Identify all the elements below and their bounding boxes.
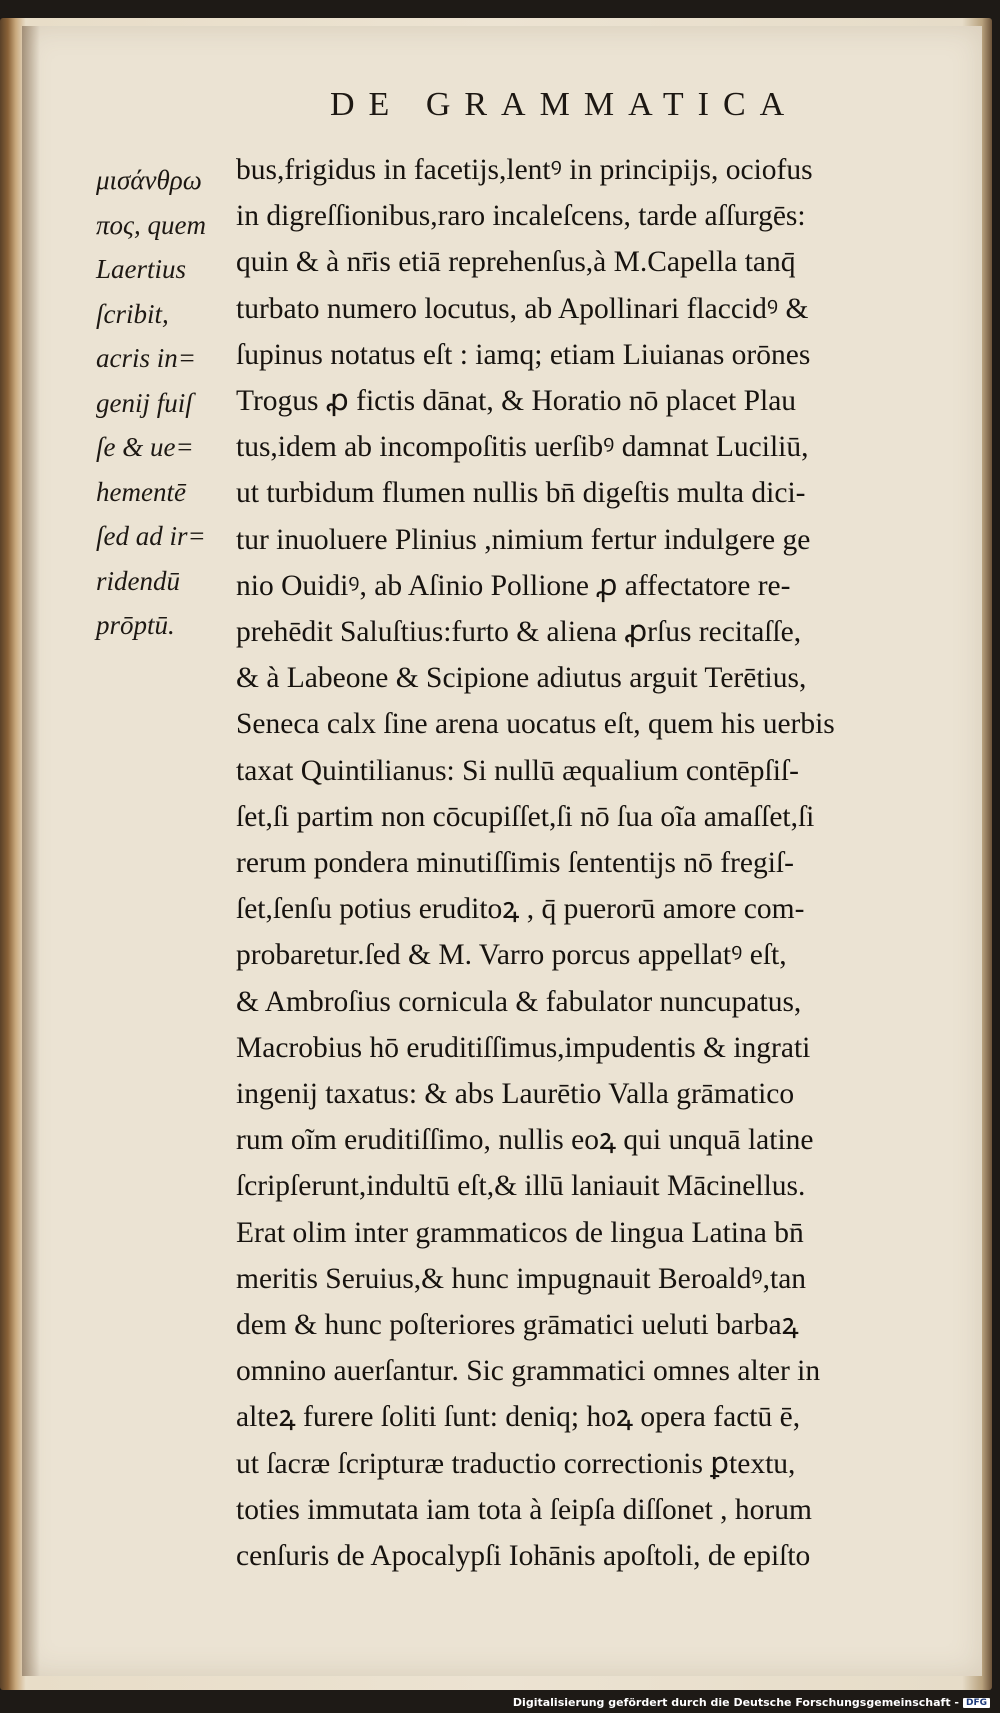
text-line: quin & à nr̄is etiā reprehenſus,à M.Capella tanq̄ <box>236 246 796 279</box>
text-line: toties immutata iam tota à ſeipſa diſſonet , horum <box>236 1493 812 1526</box>
text-line: cenſuris de Apocalypſi Iohānis apoſtoli, de epiſto <box>236 1540 811 1573</box>
text-line: ut turbidum flumen nullis bn̄ digeſtis multa dici- <box>236 477 806 510</box>
margin-note <box>96 158 236 648</box>
body-text <box>236 147 988 1579</box>
text-line: Macrobius hō eruditiſſimus,impudentis & ingrati <box>236 1031 811 1064</box>
margin-note-line: πος, quem <box>96 209 206 240</box>
margin-note-line: ſed ad ir= <box>96 521 206 551</box>
text-line: ſcripſerunt,indultū eſt,& illū laniauit Mācinellus. <box>236 1170 806 1203</box>
text-line: in digreſſionibus,raro incaleſcens, tarde aſſurgēs: <box>236 200 806 233</box>
margin-note-line: acris in= <box>96 343 196 373</box>
text-line: Seneca calx ſine arena uocatus eſt, quem his uerbis <box>236 708 835 741</box>
text-line: rerum pondera minutiſſimis ſententijs nō fregiſ- <box>236 847 794 880</box>
footer-text: Digitalisierung gefördert durch die Deutsche Forschungsgemeinschaft - <box>512 1696 959 1709</box>
margin-note-line: hementē <box>96 476 186 507</box>
text-line: rum oĩm eruditiſſimo, nullis eoꝝ qui unquā latine <box>236 1124 814 1157</box>
text-line: omnino auerſantur. Sic grammatici omnes alter in <box>236 1355 821 1388</box>
text-line: taxat Quintilianus: Si nullū æqualium contēpſiſ- <box>236 754 799 787</box>
text-line: prehēdit Saluſtius:furto & aliena ꝓrſus recitaſſe, <box>236 616 802 649</box>
text-line: ingenij taxatus: & abs Laurētio Valla grāmatico <box>236 1078 795 1111</box>
text-line: dem & hunc poſteriores grāmatici ueluti barbaꝝ <box>236 1309 799 1342</box>
margin-note-line: prōptū. <box>96 610 175 640</box>
margin-note-line: Laertius <box>96 254 187 284</box>
text-line: Erat olim inter grammaticos de lingua Latina bn̄ <box>236 1216 804 1249</box>
text-line: turbato numero locutus, ab Apollinari flaccidꝰ & <box>236 292 809 325</box>
text-line: & à Labeone & Scipione adiutus arguit Terētius, <box>236 662 807 695</box>
margin-note-line: genij fuiſ <box>96 387 193 418</box>
margin-note-line: ſe & ue= <box>96 432 194 462</box>
text-line: tus,idem ab incompoſitis uerſibꝰ damnat Luciliū, <box>236 431 809 464</box>
text-line: tur inuoluere Plinius ,nimium fertur indulgere ge <box>236 523 811 556</box>
text-line: ſupinus notatus eſt : iamq; etiam Liuianas orōnes <box>236 338 811 371</box>
digitization-credit <box>513 1696 990 1709</box>
text-line: nio Ouidiꝰ, ab Aſinio Pollione ꝓ affectatore re- <box>236 569 791 602</box>
dfg-logo: DFG <box>963 1698 990 1708</box>
text-line: ſet,ſi partim non cōcupiſſet,ſi nō ſua oĩa amaſſet,ſi <box>236 800 815 833</box>
spine-shadow <box>22 26 40 1676</box>
margin-note-line: ſcribit, <box>96 298 169 329</box>
running-head: DE GRAMMATICA <box>330 86 799 123</box>
text-line: Trogus ꝓ fictis dānat, & Horatio nō placet Plau <box>236 385 797 418</box>
margin-note-line: ridendū <box>96 565 180 596</box>
text-line: ſet,ſenſu potius eruditoꝝ , q̄ puerorū amore com- <box>236 893 805 926</box>
text-line: bus,frigidus in facetijs,lentꝰ in principijs, ociofus <box>236 154 813 186</box>
text-line: ut ſacræ ſcripturæ traductio correctionis ꝑtextu, <box>236 1447 796 1480</box>
margin-note-line: μισάνθρω <box>96 165 202 195</box>
text-line: & Ambroſius cornicula & fabulator nuncupatus, <box>236 985 802 1018</box>
text-line: alteꝝ furere ſoliti ſunt: deniq; hoꝝ opera factū ē, <box>236 1401 801 1434</box>
text-line: meritis Seruius,& hunc impugnauit Beroaldꝰ,tan <box>236 1262 807 1295</box>
text-line: probaretur.ſed & M. Varro porcus appellatꝰ eſt, <box>236 939 787 972</box>
